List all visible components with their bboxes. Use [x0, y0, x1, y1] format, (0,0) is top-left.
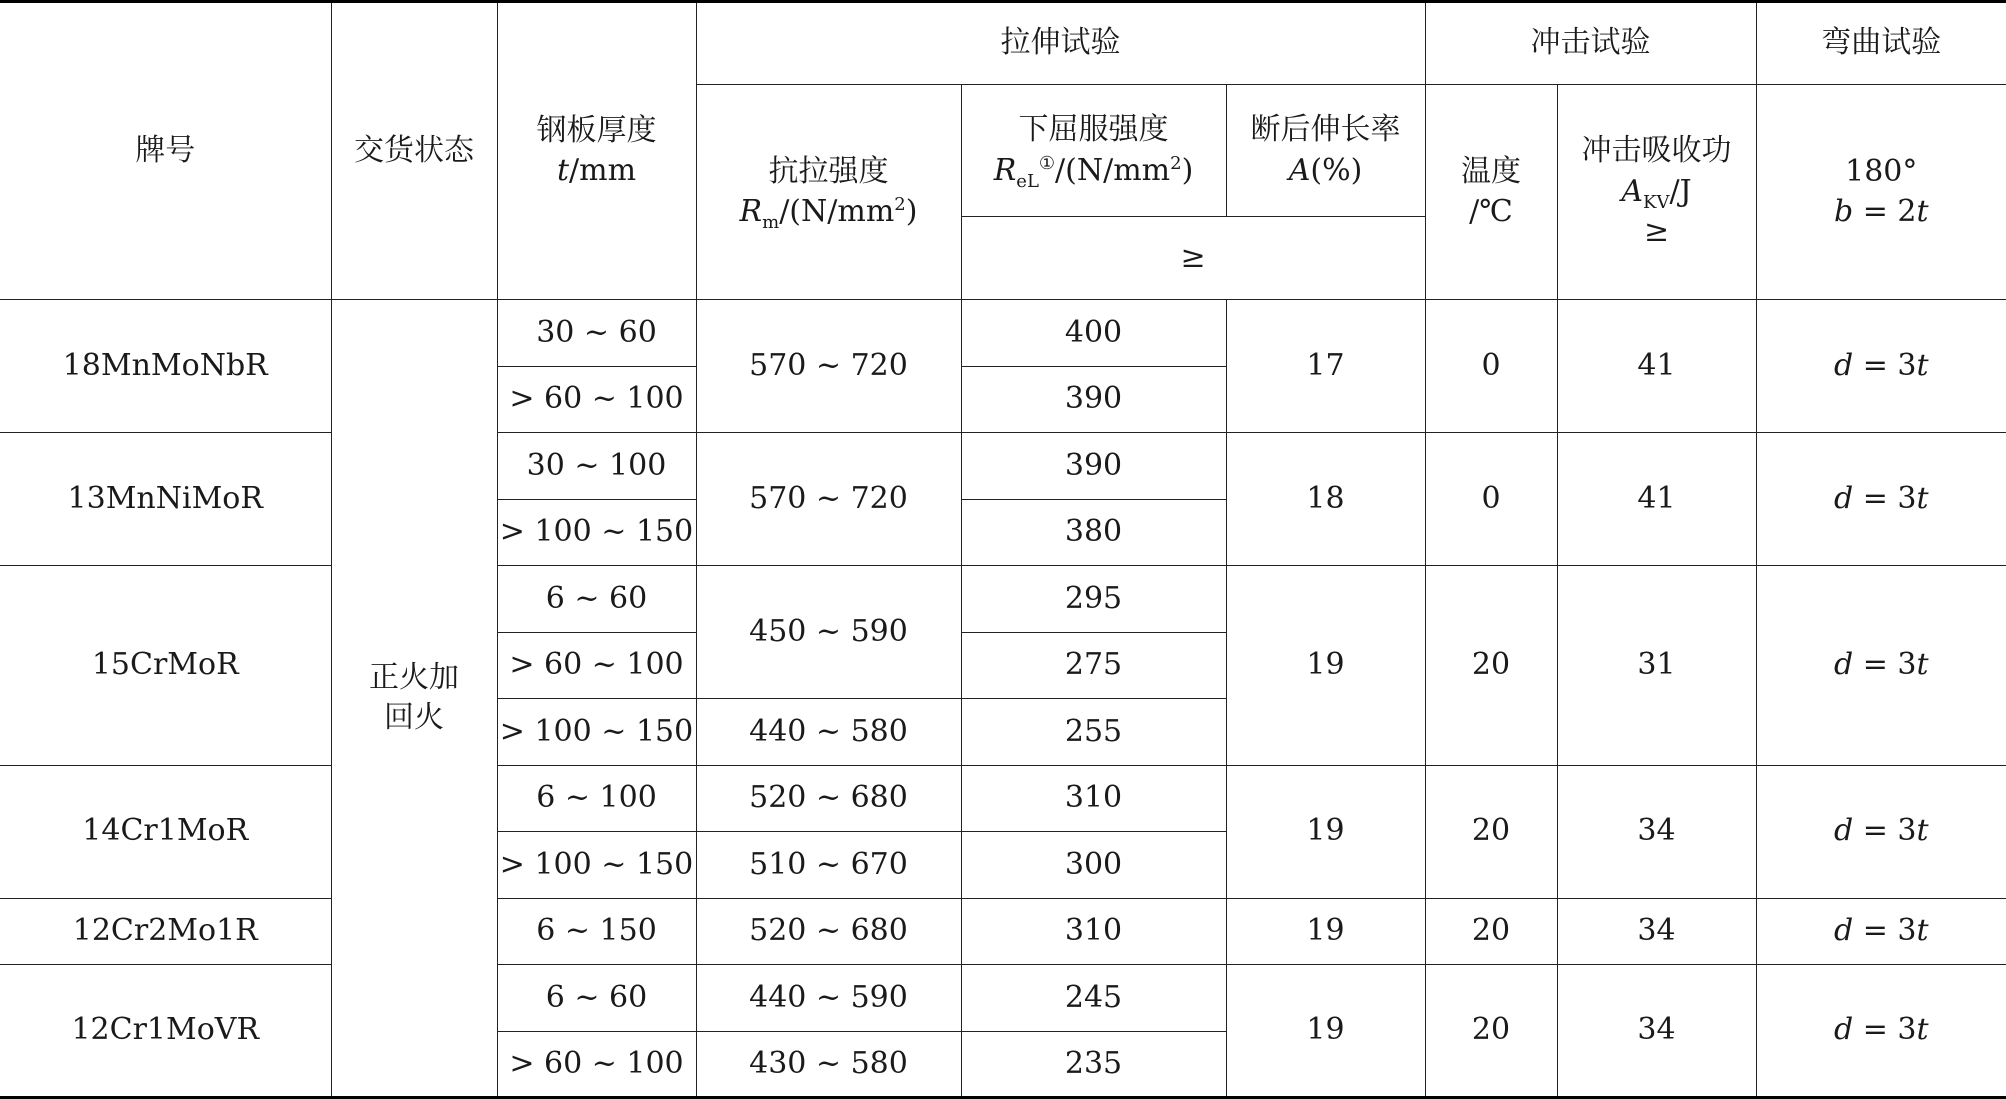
yield-strength-cell: 295 — [961, 566, 1226, 633]
header-elong-symbol: A — [1288, 152, 1311, 188]
bend-var-t: t — [1916, 913, 1929, 948]
yield-strength-cell: 275 — [961, 632, 1226, 699]
thickness-cell: 30 ~ 60 — [497, 300, 696, 367]
header-rel-unit: /(N/mm — [1055, 152, 1171, 188]
table-row — [0, 965, 2006, 1032]
tensile-strength-cell: 570 ~ 720 — [696, 300, 961, 433]
yield-strength-cell: 235 — [961, 1031, 1226, 1098]
header-lower-yield — [961, 85, 1226, 217]
bend-var-t: t — [1916, 347, 1929, 383]
header-rel-close: ) — [1181, 152, 1194, 188]
elongation-cell: 19 — [1226, 965, 1425, 1098]
header-akv-sub: KV — [1643, 191, 1670, 213]
bend-eq: = 3 — [1853, 1012, 1917, 1048]
header-rel-unit-line — [962, 151, 1226, 192]
yield-strength-cell: 310 — [961, 898, 1226, 965]
tensile-strength-cell: 570 ~ 720 — [696, 433, 961, 566]
bend-var-d: d — [1833, 480, 1854, 516]
tensile-strength-cell: 430 ~ 580 — [696, 1031, 961, 1098]
tensile-strength-cell: 440 ~ 590 — [696, 965, 961, 1032]
impact-energy-cell: 41 — [1557, 300, 1756, 433]
delivery-state-line2: 回火 — [384, 700, 444, 735]
delivery-state-cell — [331, 300, 497, 1098]
header-rm-close: ) — [905, 194, 918, 229]
bend-test-cell — [1756, 898, 2006, 965]
thickness-cell: > 100 ~ 150 — [497, 699, 696, 766]
bend-test-cell — [1756, 566, 2006, 766]
tensile-strength-cell: 520 ~ 680 — [696, 898, 961, 965]
thickness-cell: > 100 ~ 150 — [497, 499, 696, 566]
header-akv-ge: ≥ — [1643, 214, 1670, 250]
header-temp-label: 温度 — [1461, 153, 1522, 189]
header-rel-note: ① — [1038, 152, 1056, 174]
yield-strength-cell: 310 — [961, 765, 1226, 832]
tensile-strength-cell: 440 ~ 580 — [696, 699, 961, 766]
header-min-tensile: ≥ — [961, 217, 1425, 300]
grade-cell: 18MnMoNbR — [0, 300, 331, 433]
header-rel-sub: eL — [1016, 170, 1039, 192]
bend-var-d: d — [1833, 1012, 1854, 1048]
bend-eq: = 3 — [1853, 647, 1917, 682]
temperature-cell: 20 — [1425, 566, 1557, 766]
elongation-cell: 17 — [1226, 300, 1425, 433]
header-temp-unit: /℃ — [1469, 194, 1513, 229]
yield-strength-cell: 300 — [961, 832, 1226, 899]
header-bend-angle: 180° — [1845, 153, 1918, 189]
temperature-cell: 20 — [1425, 898, 1557, 965]
thickness-cell: > 60 ~ 100 — [497, 366, 696, 433]
header-bend-var-t: t — [1916, 194, 1929, 229]
thickness-cell: 30 ~ 100 — [497, 433, 696, 500]
header-bend-test: 弯曲试验 — [1756, 2, 2006, 85]
header-akv-unit: /J — [1669, 173, 1692, 209]
table-row — [0, 765, 2006, 832]
bend-eq: = 3 — [1853, 913, 1917, 948]
header-bend-formula — [1757, 192, 2006, 233]
header-rel-sup: 2 — [1170, 152, 1182, 174]
bend-var-t: t — [1916, 813, 1929, 849]
thickness-cell: 6 ~ 150 — [497, 898, 696, 965]
impact-energy-cell: 34 — [1557, 965, 1756, 1098]
temperature-cell: 0 — [1425, 300, 1557, 433]
tensile-strength-cell: 520 ~ 680 — [696, 765, 961, 832]
header-thickness-unit-line — [498, 151, 696, 192]
yield-strength-cell: 245 — [961, 965, 1226, 1032]
header-row-1 — [0, 2, 2006, 85]
elongation-cell: 18 — [1226, 433, 1425, 566]
bend-var-d: d — [1833, 813, 1854, 849]
header-bend-condition — [1756, 85, 2006, 300]
header-thickness-unit: /mm — [569, 153, 637, 188]
header-rel-symbol: R — [993, 152, 1017, 188]
header-tensile-strength — [696, 85, 961, 300]
header-akv-symbol: A — [1621, 173, 1644, 209]
thickness-cell: > 100 ~ 150 — [497, 832, 696, 899]
header-bend-var-b: b — [1833, 194, 1854, 229]
header-temperature — [1425, 85, 1557, 300]
header-tensile-test: 拉伸试验 — [696, 2, 1425, 85]
table-body — [0, 2, 2006, 1098]
thickness-cell: 6 ~ 60 — [497, 965, 696, 1032]
bend-test-cell — [1756, 965, 2006, 1098]
grade-cell: 13MnNiMoR — [0, 433, 331, 566]
yield-strength-cell: 400 — [961, 300, 1226, 367]
header-grade: 牌号 — [0, 2, 331, 300]
bend-var-t: t — [1916, 647, 1929, 682]
impact-energy-cell: 34 — [1557, 765, 1756, 898]
header-thickness-var: t — [556, 153, 570, 188]
bend-var-t: t — [1916, 1012, 1929, 1048]
header-elong-label: 断后伸长率 — [1250, 112, 1401, 147]
elongation-cell: 19 — [1226, 898, 1425, 965]
header-akv-unit-line — [1558, 172, 1756, 213]
tensile-strength-cell: 450 ~ 590 — [696, 566, 961, 699]
header-impact-test: 冲击试验 — [1425, 2, 1756, 85]
bend-test-cell — [1756, 765, 2006, 898]
grade-cell: 14Cr1MoR — [0, 765, 331, 898]
header-rm-unit-line — [697, 192, 961, 233]
bend-eq: = 3 — [1853, 347, 1917, 383]
thickness-cell: 6 ~ 100 — [497, 765, 696, 832]
header-thickness-label: 钢板厚度 — [536, 112, 657, 148]
bend-var-t: t — [1916, 480, 1929, 516]
header-elong-unit-line — [1227, 151, 1425, 192]
table-row — [0, 566, 2006, 633]
bend-var-d: d — [1833, 647, 1854, 682]
bend-var-d: d — [1833, 913, 1854, 948]
yield-strength-cell: 380 — [961, 499, 1226, 566]
grade-cell: 12Cr2Mo1R — [0, 898, 331, 965]
header-akv-label: 冲击吸收功 — [1581, 133, 1732, 169]
header-rm-sup: 2 — [894, 194, 906, 215]
elongation-cell: 19 — [1226, 566, 1425, 766]
yield-strength-cell: 390 — [961, 366, 1226, 433]
grade-cell: 12Cr1MoVR — [0, 965, 331, 1098]
bend-test-cell — [1756, 433, 2006, 566]
impact-energy-cell: 31 — [1557, 566, 1756, 766]
delivery-state-line1: 正火加 — [369, 659, 459, 695]
table-row — [0, 300, 2006, 367]
bend-eq: = 3 — [1853, 813, 1917, 849]
header-bend-eq: = 2 — [1853, 194, 1917, 229]
header-elong-unit: (%) — [1310, 152, 1363, 188]
bend-test-cell — [1756, 300, 2006, 433]
temperature-cell: 20 — [1425, 965, 1557, 1098]
header-rm-label: 抗拉强度 — [768, 153, 889, 189]
bend-eq: = 3 — [1853, 480, 1917, 516]
impact-energy-cell: 34 — [1557, 898, 1756, 965]
header-delivery-state: 交货状态 — [331, 2, 497, 300]
tensile-strength-cell: 510 ~ 670 — [696, 832, 961, 899]
elongation-cell: 19 — [1226, 765, 1425, 898]
impact-energy-cell: 41 — [1557, 433, 1756, 566]
header-impact-energy — [1557, 85, 1756, 300]
temperature-cell: 20 — [1425, 765, 1557, 898]
thickness-cell: > 60 ~ 100 — [497, 632, 696, 699]
table-row — [0, 433, 2006, 500]
thickness-cell: 6 ~ 60 — [497, 566, 696, 633]
header-rm-unit: /(N/mm — [779, 194, 895, 229]
grade-cell: 15CrMoR — [0, 566, 331, 766]
thickness-cell: > 60 ~ 100 — [497, 1031, 696, 1098]
header-thickness — [497, 2, 696, 300]
yield-strength-cell: 255 — [961, 699, 1226, 766]
yield-strength-cell: 390 — [961, 433, 1226, 500]
temperature-cell: 0 — [1425, 433, 1557, 566]
header-elongation — [1226, 85, 1425, 217]
header-rel-label: 下屈服强度 — [1018, 112, 1169, 147]
table-row — [0, 898, 2006, 965]
bend-var-d: d — [1833, 347, 1854, 383]
header-rm-sub: m — [762, 212, 780, 233]
header-rm-symbol: R — [739, 194, 763, 229]
